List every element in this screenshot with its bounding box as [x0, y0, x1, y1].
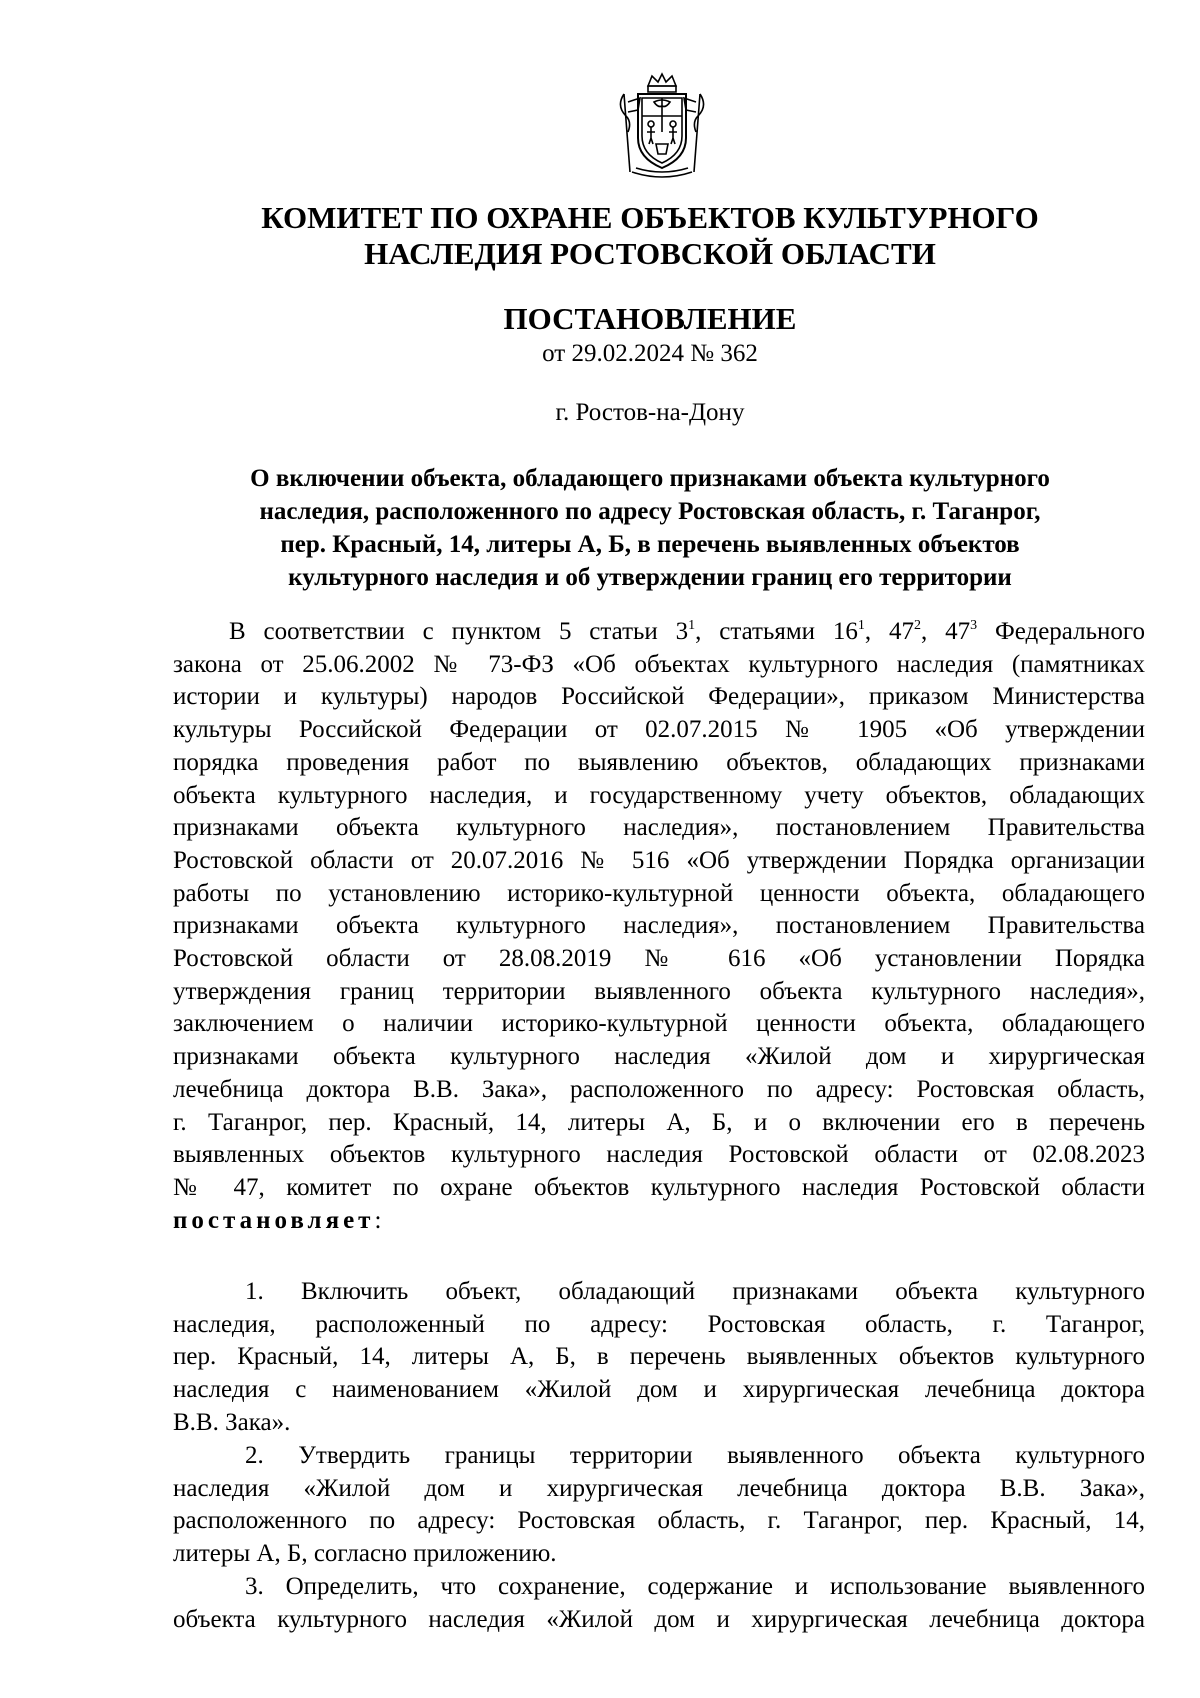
superscript: 3 [970, 618, 978, 633]
superscript: 2 [914, 618, 922, 633]
preamble-line: г. Таганрог, пер. Красный, 14, литеры А, Б, и о включении его в перечень [173, 1108, 1145, 1136]
item-line: наследия «Жилой дом и хирургическая лечебница доктора В.В. Зака», [173, 1474, 1145, 1502]
preamble-text: , 47 [921, 618, 971, 645]
preamble-line: лечебница доктора В.В. Зака», расположенного по адресу: Ростовская область, [173, 1075, 1145, 1103]
preamble-line: культуры Российской Федерации от 02.07.2015 № 1905 «Об утверждении [173, 716, 1145, 744]
organization-title-line1: КОМИТЕТ ПО ОХРАНЕ ОБЪЕКТОВ КУЛЬТУРНОГО [261, 200, 1039, 235]
subject-line: О включении объекта, обладающего признаками объекта культурного [250, 465, 1050, 492]
subject-line: культурного наследия и об утверждении границ его территории [288, 564, 1012, 591]
document-subject [150, 462, 1150, 594]
decree-line [173, 1205, 1145, 1238]
decree-item-3 [173, 1571, 1145, 1636]
preamble-line: истории и культуры) народов Российской Федерации», приказом Министерства [173, 683, 1145, 711]
item-line: расположенного по адресу: Ростовская область, г. Таганрог, пер. Красный, 14, [173, 1507, 1145, 1535]
item-line: 3. Определить, что сохранение, содержание и использование выявленного [245, 1573, 1145, 1600]
decree-item-2 [173, 1440, 1145, 1571]
decree-word: постановляет [173, 1206, 375, 1234]
item-line: 2. Утвердить границы территории выявленного объекта культурного [245, 1442, 1145, 1469]
item-line: объекта культурного наследия «Жилой дом и хирургическая лечебница доктора [173, 1605, 1145, 1633]
preamble-text: , 47 [864, 618, 915, 645]
coat-of-arms-icon [618, 72, 706, 182]
item-line: наследия, расположенный по адресу: Ростовская область, г. Таганрог, [173, 1310, 1145, 1338]
document-date-number: от 29.02.2024 № 362 [542, 340, 758, 367]
subject-line: пер. Красный, 14, литеры А, Б, в перечень выявленных объектов [280, 531, 1020, 558]
item-line: пер. Красный, 14, литеры А, Б, в перечень выявленных объектов культурного [173, 1343, 1145, 1371]
decree-item-1 [173, 1276, 1145, 1440]
document-city: г. Ростов-на-Дону [555, 399, 745, 426]
organization-title-line2: НАСЛЕДИЯ РОСТОВСКОЙ ОБЛАСТИ [364, 236, 936, 271]
item-line: В.В. Зака». [173, 1408, 291, 1436]
preamble-line: заключением о наличии историко-культурной ценности объекта, обладающего [173, 1010, 1145, 1038]
preamble-line: порядка проведения работ по выявлению объектов, обладающих признаками [173, 748, 1145, 776]
preamble-line: утверждения границ территории выявленного объекта культурного наследия», [173, 977, 1145, 1005]
preamble-text: В соответствии с пунктом 5 статьи 3 [229, 618, 689, 645]
preamble-paragraph [173, 616, 1145, 1237]
document-type: ПОСТАНОВЛЕНИЕ [503, 301, 797, 336]
superscript: 1 [688, 618, 696, 633]
preamble-text: , статьями 16 [695, 618, 858, 645]
preamble-line: признаками объекта культурного наследия», постановлением Правительства [173, 912, 1145, 940]
preamble-text: Федерального [977, 618, 1146, 645]
preamble-line: Ростовской области от 20.07.2016 № 516 «Об утверждении Порядка организации [173, 846, 1145, 874]
preamble-line: признаками объекта культурного наследия», постановлением Правительства [173, 814, 1145, 842]
preamble-line [173, 616, 1145, 649]
preamble-line: выявленных объектов культурного наследия Ростовской области от 02.08.2023 [173, 1141, 1145, 1169]
superscript: 1 [857, 618, 865, 633]
preamble-line: закона от 25.06.2002 № 73-ФЗ «Об объектах культурного наследия (памятниках [173, 650, 1145, 678]
preamble-line: признаками объекта культурного наследия «Жилой дом и хирургическая [173, 1043, 1145, 1071]
item-line: наследия с наименованием «Жилой дом и хирургическая лечебница доктора [173, 1376, 1145, 1404]
decree-colon: : [374, 1206, 382, 1234]
preamble-line: работы по установлению историко-культурной ценности объекта, обладающего [173, 879, 1145, 907]
preamble-line: Ростовской области от 28.08.2019 № 616 «Об установлении Порядка [173, 945, 1145, 973]
preamble-line: № 47, комитет по охране объектов культурного наследия Ростовской области [173, 1173, 1145, 1201]
preamble-line: объекта культурного наследия, и государственному учету объектов, обладающих [173, 781, 1145, 809]
item-line: 1. Включить объект, обладающий признаками объекта культурного [245, 1278, 1145, 1305]
subject-line: наследия, расположенного по адресу Ростовская область, г. Таганрог, [259, 498, 1041, 525]
item-line: литеры А, Б, согласно приложению. [173, 1540, 557, 1568]
